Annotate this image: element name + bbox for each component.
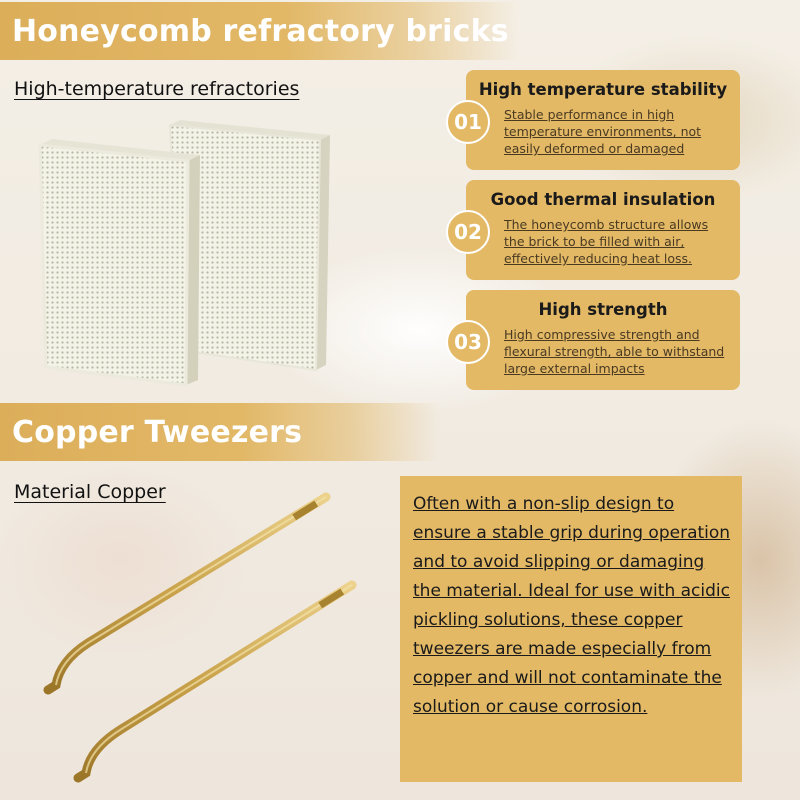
- feature-number-badge-1: 01: [446, 100, 490, 144]
- feature-title-2: Good thermal insulation: [490, 190, 716, 209]
- tweezers-description: Often with a non-slip design to ensure a stable grip during operation and to avoid slipping or damaging the material. Ideal for use with acidic pickling solutions, these copper tweezers are made especially from copper and will not contaminate the solution or cause corrosion.: [413, 494, 731, 717]
- feature-card-3: [454, 290, 740, 390]
- feature-card-2: [454, 180, 740, 280]
- feature-number-badge-3: 03: [446, 320, 490, 364]
- feature-description-2: The honeycomb structure allows the brick to be filled with air, effectively reducing heat loss.: [504, 217, 709, 266]
- copper-tweezers-image: [30, 485, 370, 785]
- feature-card-1: [454, 70, 740, 170]
- section-banner-tweezers: [0, 403, 440, 461]
- front-brick: [40, 139, 200, 385]
- bricks-subtitle: High-temperature refractories: [14, 78, 300, 100]
- feature-description-1: Stable performance in high temperature environments, not easily deformed or damaged: [504, 107, 702, 156]
- tweezers-1: [48, 497, 326, 690]
- feature-title-3: High strength: [538, 300, 668, 319]
- tweezers-description-box: [400, 476, 742, 782]
- tweezers-2: [78, 585, 352, 778]
- section-title-tweezers: Copper Tweezers: [12, 414, 303, 450]
- section-title-bricks: Honeycomb refractory bricks: [12, 13, 509, 49]
- feature-title-1: High temperature stability: [478, 80, 728, 99]
- feature-number-badge-2: 02: [446, 210, 490, 254]
- honeycomb-bricks-image: [30, 115, 330, 390]
- feature-description-3: High compressive strength and flexural strength, able to withstand large external impacts: [504, 327, 725, 376]
- section-banner-bricks: [0, 2, 520, 60]
- tweezers-subtitle: Material Copper: [14, 481, 166, 503]
